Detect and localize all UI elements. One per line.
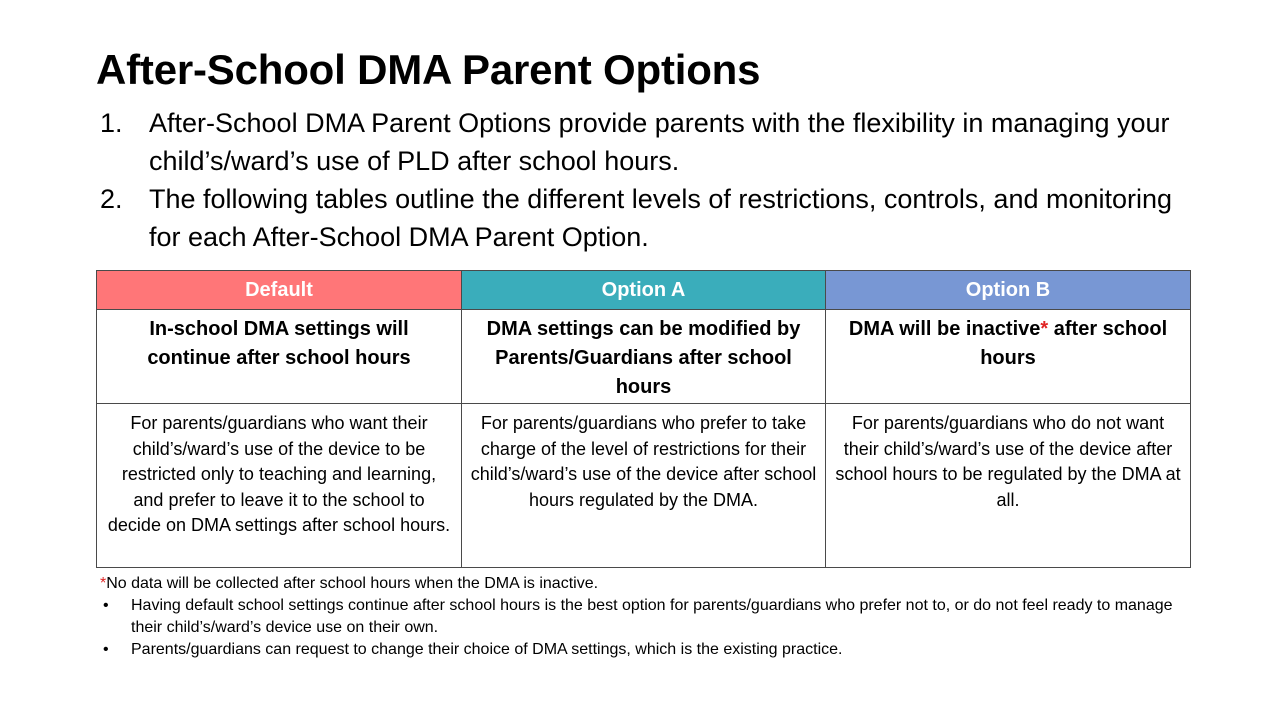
intro-item <box>96 104 1196 180</box>
summary-default <box>97 310 462 404</box>
header-option-b: Option B <box>826 271 1191 310</box>
footnote-text: No data will be collected after school hours when the DMA is inactive. <box>106 575 599 592</box>
summary-text: DMA settings can be modified by Parents/Guardians after school hours <box>486 318 801 398</box>
intro-item-number: 1. <box>100 108 123 138</box>
bullet-text: Having default school settings continue after school hours is the best option for parents/guardians who prefer not to, or do not feel ready to manage their child’s/ward’s device use on their own. <box>131 597 1173 636</box>
footnote-asterisk: * <box>100 575 107 592</box>
summary-option-a <box>462 310 826 404</box>
bullet-item <box>96 639 1196 661</box>
table-header-row <box>97 271 1191 310</box>
bullet-list <box>96 595 1196 661</box>
detail-default: For parents/guardians who want their child’s/ward’s use of the device to be restricted only to teaching and learning, and prefer to leave it to the school to decide on DMA settings after school hours. <box>97 404 462 568</box>
bullet-text: Parents/guardians can request to change their choice of DMA settings, which is the existing practice. <box>131 641 843 658</box>
intro-item <box>96 180 1196 256</box>
header-default: Default <box>97 271 462 310</box>
summary-text: DMA will be inactive <box>848 318 1041 340</box>
footnote <box>100 573 1196 595</box>
summary-option-b <box>826 310 1191 404</box>
header-option-a: Option A <box>462 271 826 310</box>
bullet-item <box>96 595 1196 639</box>
slide-title: After-School DMA Parent Options <box>96 46 761 93</box>
footnotes <box>96 573 1196 661</box>
intro-item-text: The following tables outline the different levels of restrictions, controls, and monitoring for each After-School DMA Parent Option. <box>149 184 1173 252</box>
asterisk-mark: * <box>1040 318 1049 340</box>
detail-option-a: For parents/guardians who prefer to take charge of the level of restrictions for their child’s/ward’s use of the device after school hours regulated by the DMA. <box>462 404 826 568</box>
bullet-dot: • <box>103 597 109 614</box>
intro-item-text: After-School DMA Parent Options provide parents with the flexibility in managing your child’s/ward’s use of PLD after school hours. <box>149 108 1170 176</box>
intro-list <box>96 104 1196 256</box>
intro-item-number: 2. <box>100 184 123 214</box>
summary-text-after: after school hours <box>980 318 1168 369</box>
summary-text: In-school DMA settings will continue after school hours <box>147 318 411 369</box>
detail-option-b: For parents/guardians who do not want their child’s/ward’s use of the device after school hours to be regulated by the DMA at all. <box>826 404 1191 568</box>
options-table <box>96 270 1191 568</box>
table-row-detail <box>97 404 1191 568</box>
bullet-dot: • <box>103 641 109 658</box>
table-row-summary <box>97 310 1191 404</box>
